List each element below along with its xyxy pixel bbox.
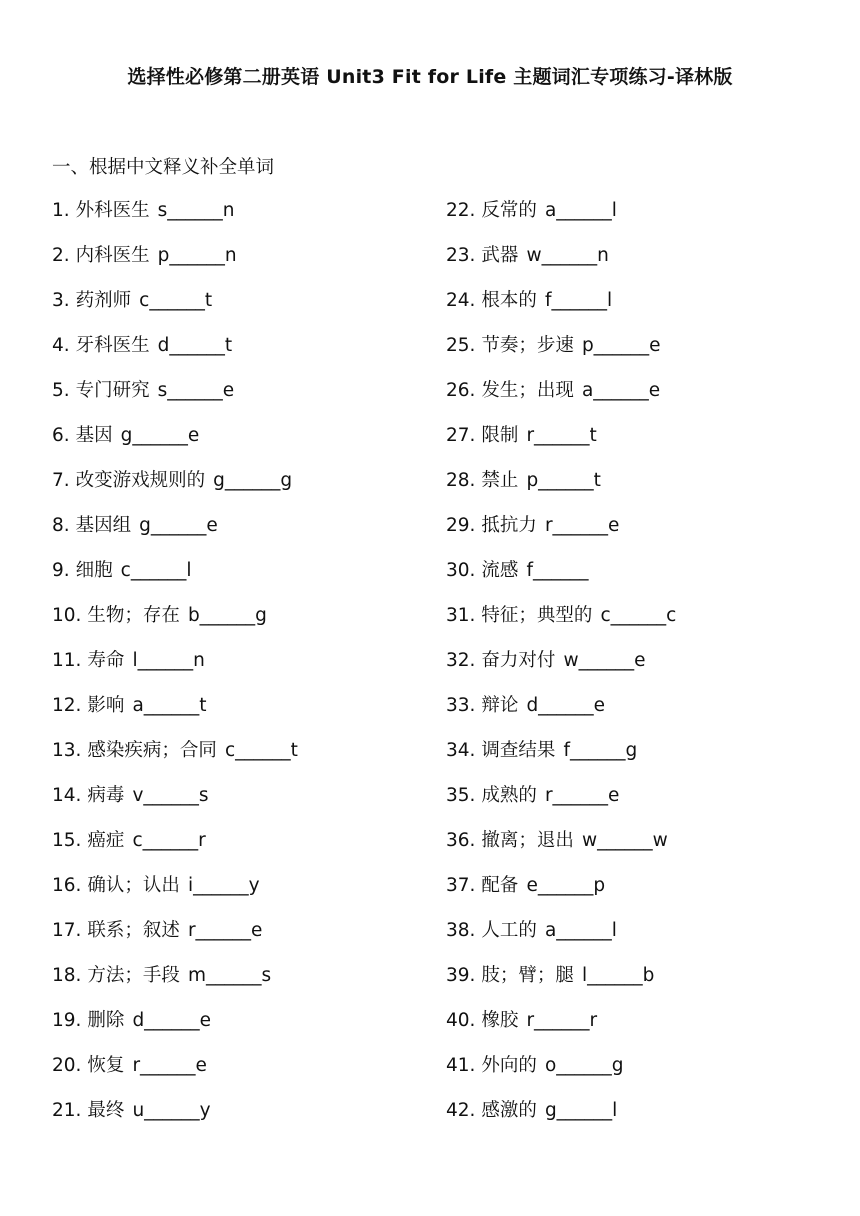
chinese-meaning: 限制 [481, 425, 519, 446]
left-column [52, 196, 298, 1141]
vocab-item [446, 826, 676, 871]
vocab-item [446, 376, 676, 421]
item-number: 27. [446, 425, 476, 446]
chinese-meaning: 方法；手段 [87, 965, 180, 986]
vocab-item [446, 1051, 676, 1096]
word-blank[interactable]: r______r [526, 1010, 598, 1031]
word-blank[interactable]: p______e [581, 335, 661, 356]
item-number: 28. [446, 470, 476, 491]
chinese-meaning: 特征；典型的 [481, 605, 593, 626]
vocab-item [446, 241, 676, 286]
chinese-meaning: 感染疾病；合同 [87, 740, 217, 761]
chinese-meaning: 流感 [481, 560, 519, 581]
item-number: 32. [446, 650, 476, 671]
chinese-meaning: 恢复 [87, 1055, 125, 1076]
item-number: 21. [52, 1100, 82, 1121]
word-blank[interactable]: c______t [224, 740, 298, 761]
chinese-meaning: 奋力对付 [481, 650, 556, 671]
right-column [446, 196, 676, 1141]
vocab-item [52, 556, 298, 601]
word-blank[interactable]: g______g [213, 470, 293, 491]
item-number: 39. [446, 965, 476, 986]
vocab-item [446, 781, 676, 826]
item-number: 9. [52, 560, 70, 581]
item-number: 34. [446, 740, 476, 761]
vocab-item [446, 871, 676, 916]
item-number: 13. [52, 740, 82, 761]
vocab-item [52, 781, 298, 826]
vocab-item [52, 1096, 298, 1141]
vocab-item [446, 1006, 676, 1051]
item-number: 11. [52, 650, 82, 671]
vocab-item [446, 331, 676, 376]
chinese-meaning: 发生；出现 [481, 380, 574, 401]
word-blank[interactable]: v______s [132, 785, 209, 806]
word-blank[interactable]: l______n [132, 650, 205, 671]
item-number: 16. [52, 875, 82, 896]
vocab-item [52, 286, 298, 331]
word-blank[interactable]: p______n [157, 245, 237, 266]
word-blank[interactable]: c______c [600, 605, 677, 626]
vocab-item [446, 1096, 676, 1141]
vocab-item [52, 421, 298, 466]
word-blank[interactable]: u______y [132, 1100, 211, 1121]
chinese-meaning: 根本的 [481, 290, 537, 311]
vocab-item [446, 691, 676, 736]
item-number: 33. [446, 695, 476, 716]
chinese-meaning: 寿命 [87, 650, 125, 671]
item-number: 5. [52, 380, 70, 401]
chinese-meaning: 药剂师 [75, 290, 132, 311]
word-blank[interactable]: d______e [132, 1010, 212, 1031]
item-number: 22. [446, 200, 476, 221]
chinese-meaning: 牙科医生 [75, 335, 150, 356]
item-number: 14. [52, 785, 82, 806]
vocab-item [52, 331, 298, 376]
item-number: 1. [52, 200, 70, 221]
chinese-meaning: 专门研究 [75, 380, 150, 401]
vocab-item [52, 691, 298, 736]
item-number: 18. [52, 965, 82, 986]
word-blank[interactable]: w______n [526, 245, 609, 266]
word-blank[interactable]: f______l [544, 290, 613, 311]
item-number: 7. [52, 470, 70, 491]
vocab-item [52, 466, 298, 511]
vocab-item [446, 196, 676, 241]
word-blank[interactable]: s______e [157, 380, 235, 401]
chinese-meaning: 辩论 [481, 695, 519, 716]
word-blank[interactable]: l______b [581, 965, 655, 986]
word-blank[interactable]: r______t [526, 425, 597, 446]
chinese-meaning: 橡胶 [481, 1010, 519, 1031]
chinese-meaning: 外向的 [481, 1055, 537, 1076]
chinese-meaning: 配备 [481, 875, 519, 896]
item-number: 31. [446, 605, 476, 626]
chinese-meaning: 删除 [87, 1010, 125, 1031]
word-blank[interactable]: g______l [544, 1100, 618, 1121]
chinese-meaning: 感激的 [481, 1100, 537, 1121]
word-blank[interactable]: g______e [139, 515, 218, 536]
vocab-item [446, 511, 676, 556]
item-number: 40. [446, 1010, 476, 1031]
item-number: 4. [52, 335, 70, 356]
item-number: 25. [446, 335, 476, 356]
item-number: 41. [446, 1055, 476, 1076]
word-blank[interactable]: w______e [563, 650, 646, 671]
chinese-meaning: 抵抗力 [481, 515, 537, 536]
section-heading: 一、根据中文释义补全单词 [52, 157, 275, 178]
word-blank[interactable]: d______e [526, 695, 606, 716]
chinese-meaning: 调查结果 [481, 740, 556, 761]
item-number: 8. [52, 515, 70, 536]
item-number: 30. [446, 560, 476, 581]
vocab-item [446, 556, 676, 601]
item-number: 12. [52, 695, 82, 716]
word-blank[interactable]: c______t [139, 290, 213, 311]
item-number: 15. [52, 830, 82, 851]
item-number: 42. [446, 1100, 476, 1121]
vocab-item [52, 1051, 298, 1096]
vocab-item [446, 961, 676, 1006]
chinese-meaning: 成熟的 [481, 785, 537, 806]
item-number: 17. [52, 920, 82, 941]
item-number: 24. [446, 290, 476, 311]
vocab-item [52, 646, 298, 691]
chinese-meaning: 肢；臂；腿 [481, 965, 574, 986]
vocab-item [52, 736, 298, 781]
chinese-meaning: 节奏；步速 [481, 335, 574, 356]
chinese-meaning: 癌症 [87, 830, 125, 851]
word-blank[interactable]: r______e [544, 515, 620, 536]
vocab-item [52, 241, 298, 286]
word-blank[interactable]: w______w [581, 830, 668, 851]
chinese-meaning: 最终 [87, 1100, 125, 1121]
word-blank[interactable]: g______e [120, 425, 200, 446]
item-number: 6. [52, 425, 70, 446]
vocab-item [52, 376, 298, 421]
vocab-item [446, 421, 676, 466]
vocab-item [52, 511, 298, 556]
word-blank[interactable]: m______s [187, 965, 272, 986]
chinese-meaning: 外科医生 [75, 200, 150, 221]
word-blank[interactable]: a______e [581, 380, 661, 401]
chinese-meaning: 生物；存在 [87, 605, 180, 626]
vocab-item [446, 646, 676, 691]
chinese-meaning: 基因组 [75, 515, 132, 536]
chinese-meaning: 确认；认出 [87, 875, 180, 896]
page-title: 选择性必修第二册英语 Unit3 Fit for Life 主题词汇专项练习-译林版 [127, 66, 733, 88]
item-number: 36. [446, 830, 476, 851]
word-blank[interactable]: a______t [132, 695, 207, 716]
item-number: 38. [446, 920, 476, 941]
chinese-meaning: 内科医生 [75, 245, 150, 266]
word-blank[interactable]: e______p [526, 875, 606, 896]
item-number: 23. [446, 245, 476, 266]
chinese-meaning: 联系；叙述 [87, 920, 180, 941]
chinese-meaning: 改变游戏规则的 [75, 470, 206, 491]
vocab-item [446, 286, 676, 331]
chinese-meaning: 禁止 [481, 470, 519, 491]
vocab-item [52, 196, 298, 241]
word-blank[interactable]: r______e [132, 1055, 207, 1076]
word-blank[interactable]: c______l [120, 560, 192, 581]
item-number: 2. [52, 245, 70, 266]
word-blank[interactable]: s______n [157, 200, 235, 221]
item-number: 29. [446, 515, 476, 536]
vocab-item [446, 601, 676, 646]
vocab-item [446, 736, 676, 781]
word-blank[interactable]: f______g [563, 740, 638, 761]
chinese-meaning: 基因 [75, 425, 113, 446]
word-blank[interactable]: c______r [132, 830, 206, 851]
item-number: 20. [52, 1055, 82, 1076]
item-number: 35. [446, 785, 476, 806]
word-blank[interactable]: r______e [187, 920, 263, 941]
vocab-item [446, 466, 676, 511]
item-number: 26. [446, 380, 476, 401]
word-blank[interactable]: a______l [544, 200, 617, 221]
item-number: 19. [52, 1010, 82, 1031]
word-blank[interactable]: o______g [544, 1055, 624, 1076]
chinese-meaning: 病毒 [87, 785, 125, 806]
vocab-item [52, 826, 298, 871]
vocab-item [52, 1006, 298, 1051]
item-number: 3. [52, 290, 70, 311]
word-blank[interactable]: f______ [526, 560, 589, 581]
vocab-item [52, 916, 298, 961]
vocab-item [446, 916, 676, 961]
chinese-meaning: 细胞 [75, 560, 113, 581]
chinese-meaning: 影响 [87, 695, 125, 716]
word-blank[interactable]: a______l [544, 920, 617, 941]
word-blank[interactable]: b______g [187, 605, 267, 626]
vocab-item [52, 871, 298, 916]
vocab-item [52, 601, 298, 646]
chinese-meaning: 人工的 [481, 920, 537, 941]
chinese-meaning: 武器 [481, 245, 519, 266]
item-number: 37. [446, 875, 476, 896]
word-blank[interactable]: i______y [187, 875, 260, 896]
chinese-meaning: 反常的 [481, 200, 537, 221]
word-blank[interactable]: d______t [157, 335, 233, 356]
item-number: 10. [52, 605, 82, 626]
chinese-meaning: 撤离；退出 [481, 830, 574, 851]
vocab-item [52, 961, 298, 1006]
word-blank[interactable]: r______e [544, 785, 620, 806]
word-blank[interactable]: p______t [526, 470, 601, 491]
